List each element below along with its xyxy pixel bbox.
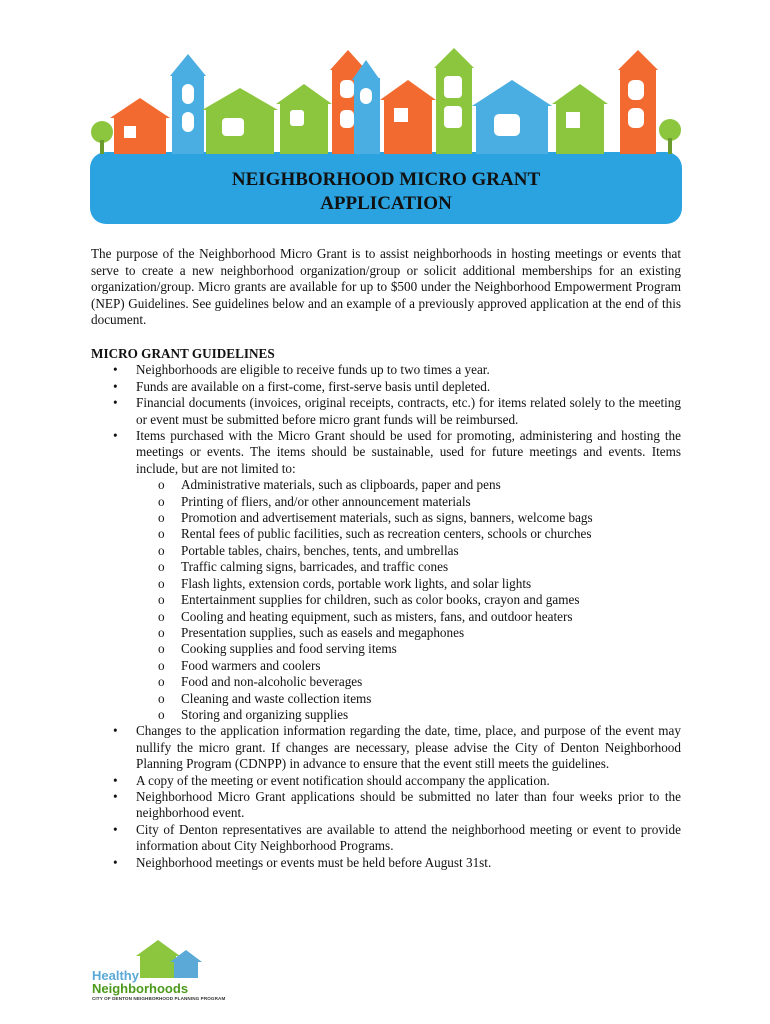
sub-list-item: o Printing of fliers, and/or other announcement materials: [158, 493, 471, 509]
bullet-icon: •: [113, 772, 118, 788]
logo-line-3: CITY OF DENTON NEIGHBORHOOD PLANNING PROGRAM: [92, 996, 226, 1001]
list-item: • Neighborhoods are eligible to receive funds up to two times a year.: [113, 362, 490, 378]
circle-bullet-icon: o: [158, 493, 165, 509]
list-item: • Neighborhood meetings or events must be held before August 31st.: [113, 854, 492, 870]
list-item: • Changes to the application information regarding the date, time, place, and purpose of the event may nullify the micro grant. If changes are necessary, please advise the City of Denton Neighborhood Planning Program (CDNPP) in advance to ensure that the event still meets the guidelines.: [113, 723, 681, 772]
healthy-neighborhoods-logo: [90, 938, 230, 1008]
guidelines-list-continued: [91, 723, 681, 871]
guidelines-heading: MICRO GRANT GUIDELINES: [91, 346, 275, 361]
bullet-icon: •: [113, 723, 118, 739]
bullet-icon: •: [113, 854, 118, 870]
circle-bullet-icon: o: [158, 510, 165, 526]
sub-list-item: o Administrative materials, such as clipboards, paper and pens: [158, 477, 501, 493]
list-item: • Funds are available on a first-come, first-serve basis until depleted.: [113, 378, 491, 394]
sub-list-item: o Presentation supplies, such as easels and megaphones: [158, 624, 465, 640]
sub-list-item: o Rental fees of public facilities, such as recreation centers, schools or churches: [158, 526, 592, 542]
circle-bullet-icon: o: [158, 542, 165, 558]
sub-list-item: o Portable tables, chairs, benches, tents, and umbrellas: [158, 542, 459, 558]
list-item: • Neighborhood Micro Grant applications should be submitted no later than four weeks prior to the neighborhood event.: [113, 788, 681, 821]
sub-list-item: o Flash lights, extension cords, portable work lights, and solar lights: [158, 575, 532, 591]
sub-list-item: o Cleaning and waste collection items: [158, 690, 372, 706]
circle-bullet-icon: o: [158, 575, 165, 591]
title-line-1: NEIGHBORHOOD MICRO GRANT: [231, 169, 541, 190]
bullet-icon: •: [113, 378, 118, 394]
sub-list-item: o Cooking supplies and food serving items: [158, 641, 397, 657]
list-item: • A copy of the meeting or event notification should accompany the application.: [113, 772, 550, 788]
list-item: • City of Denton representatives are available to attend the neighborhood meeting or event to provide information about City Neighborhood Programs.: [113, 821, 681, 854]
circle-bullet-icon: o: [158, 674, 165, 690]
circle-bullet-icon: o: [158, 657, 165, 673]
circle-bullet-icon: o: [158, 526, 165, 542]
sub-list-item: o Entertainment supplies for children, such as color books, crayon and games: [158, 592, 580, 608]
sub-list-item: o Promotion and advertisement materials, such as signs, banners, welcome bags: [158, 510, 593, 526]
sub-list-item: o Storing and organizing supplies: [158, 706, 349, 722]
circle-bullet-icon: o: [158, 641, 165, 657]
sub-list-item: o Food and non-alcoholic beverages: [158, 674, 363, 690]
guidelines-section: [91, 346, 681, 871]
logo-line-2: Neighborhoods: [92, 981, 189, 996]
circle-bullet-icon: o: [158, 592, 165, 608]
logo-line-1: Healthy: [92, 968, 139, 983]
title-line-2: APPLICATION: [320, 193, 452, 214]
circle-bullet-icon: o: [158, 690, 165, 706]
sub-list-item: o Cooling and heating equipment, such as misters, fans, and outdoor heaters: [158, 608, 573, 624]
sub-list-item: o Traffic calming signs, barricades, and traffic cones: [158, 559, 449, 575]
items-sublist: [91, 477, 681, 723]
circle-bullet-icon: o: [158, 624, 165, 640]
circle-bullet-icon: o: [158, 477, 165, 493]
list-item: • Items purchased with the Micro Grant should be used for promoting, administering and hosting the meetings or events. The items should be sustainable, used for future meetings and events. Items include, but are not limited to:: [113, 428, 681, 476]
list-item: • Financial documents (invoices, original receipts, contracts, etc.) for items related solely to the meeting or event must be submitted before micro grant funds will be reimbursed.: [113, 395, 681, 427]
sub-list-item: o Food warmers and coolers: [158, 657, 321, 673]
bullet-icon: •: [113, 821, 118, 837]
page-title: [90, 168, 682, 216]
bullet-icon: •: [113, 395, 118, 411]
circle-bullet-icon: o: [158, 559, 165, 575]
header-banner: [90, 40, 682, 224]
circle-bullet-icon: o: [158, 706, 165, 722]
bullet-icon: •: [113, 428, 118, 444]
bullet-icon: •: [113, 788, 118, 804]
intro-paragraph: The purpose of the Neighborhood Micro Grant is to assist neighborhoods in hosting meetings or events that serve to create a new neighborhood organization/group or solicit additional memberships for an existing organization/group. Micro grants are available for up to $500 under the Neighborhood Empowerment Program (NEP) Guidelines. See guidelines below and an example of a previously approved application at the end of this document.: [91, 246, 681, 328]
circle-bullet-icon: o: [158, 608, 165, 624]
bullet-icon: •: [113, 362, 118, 378]
guidelines-list: [91, 362, 681, 477]
